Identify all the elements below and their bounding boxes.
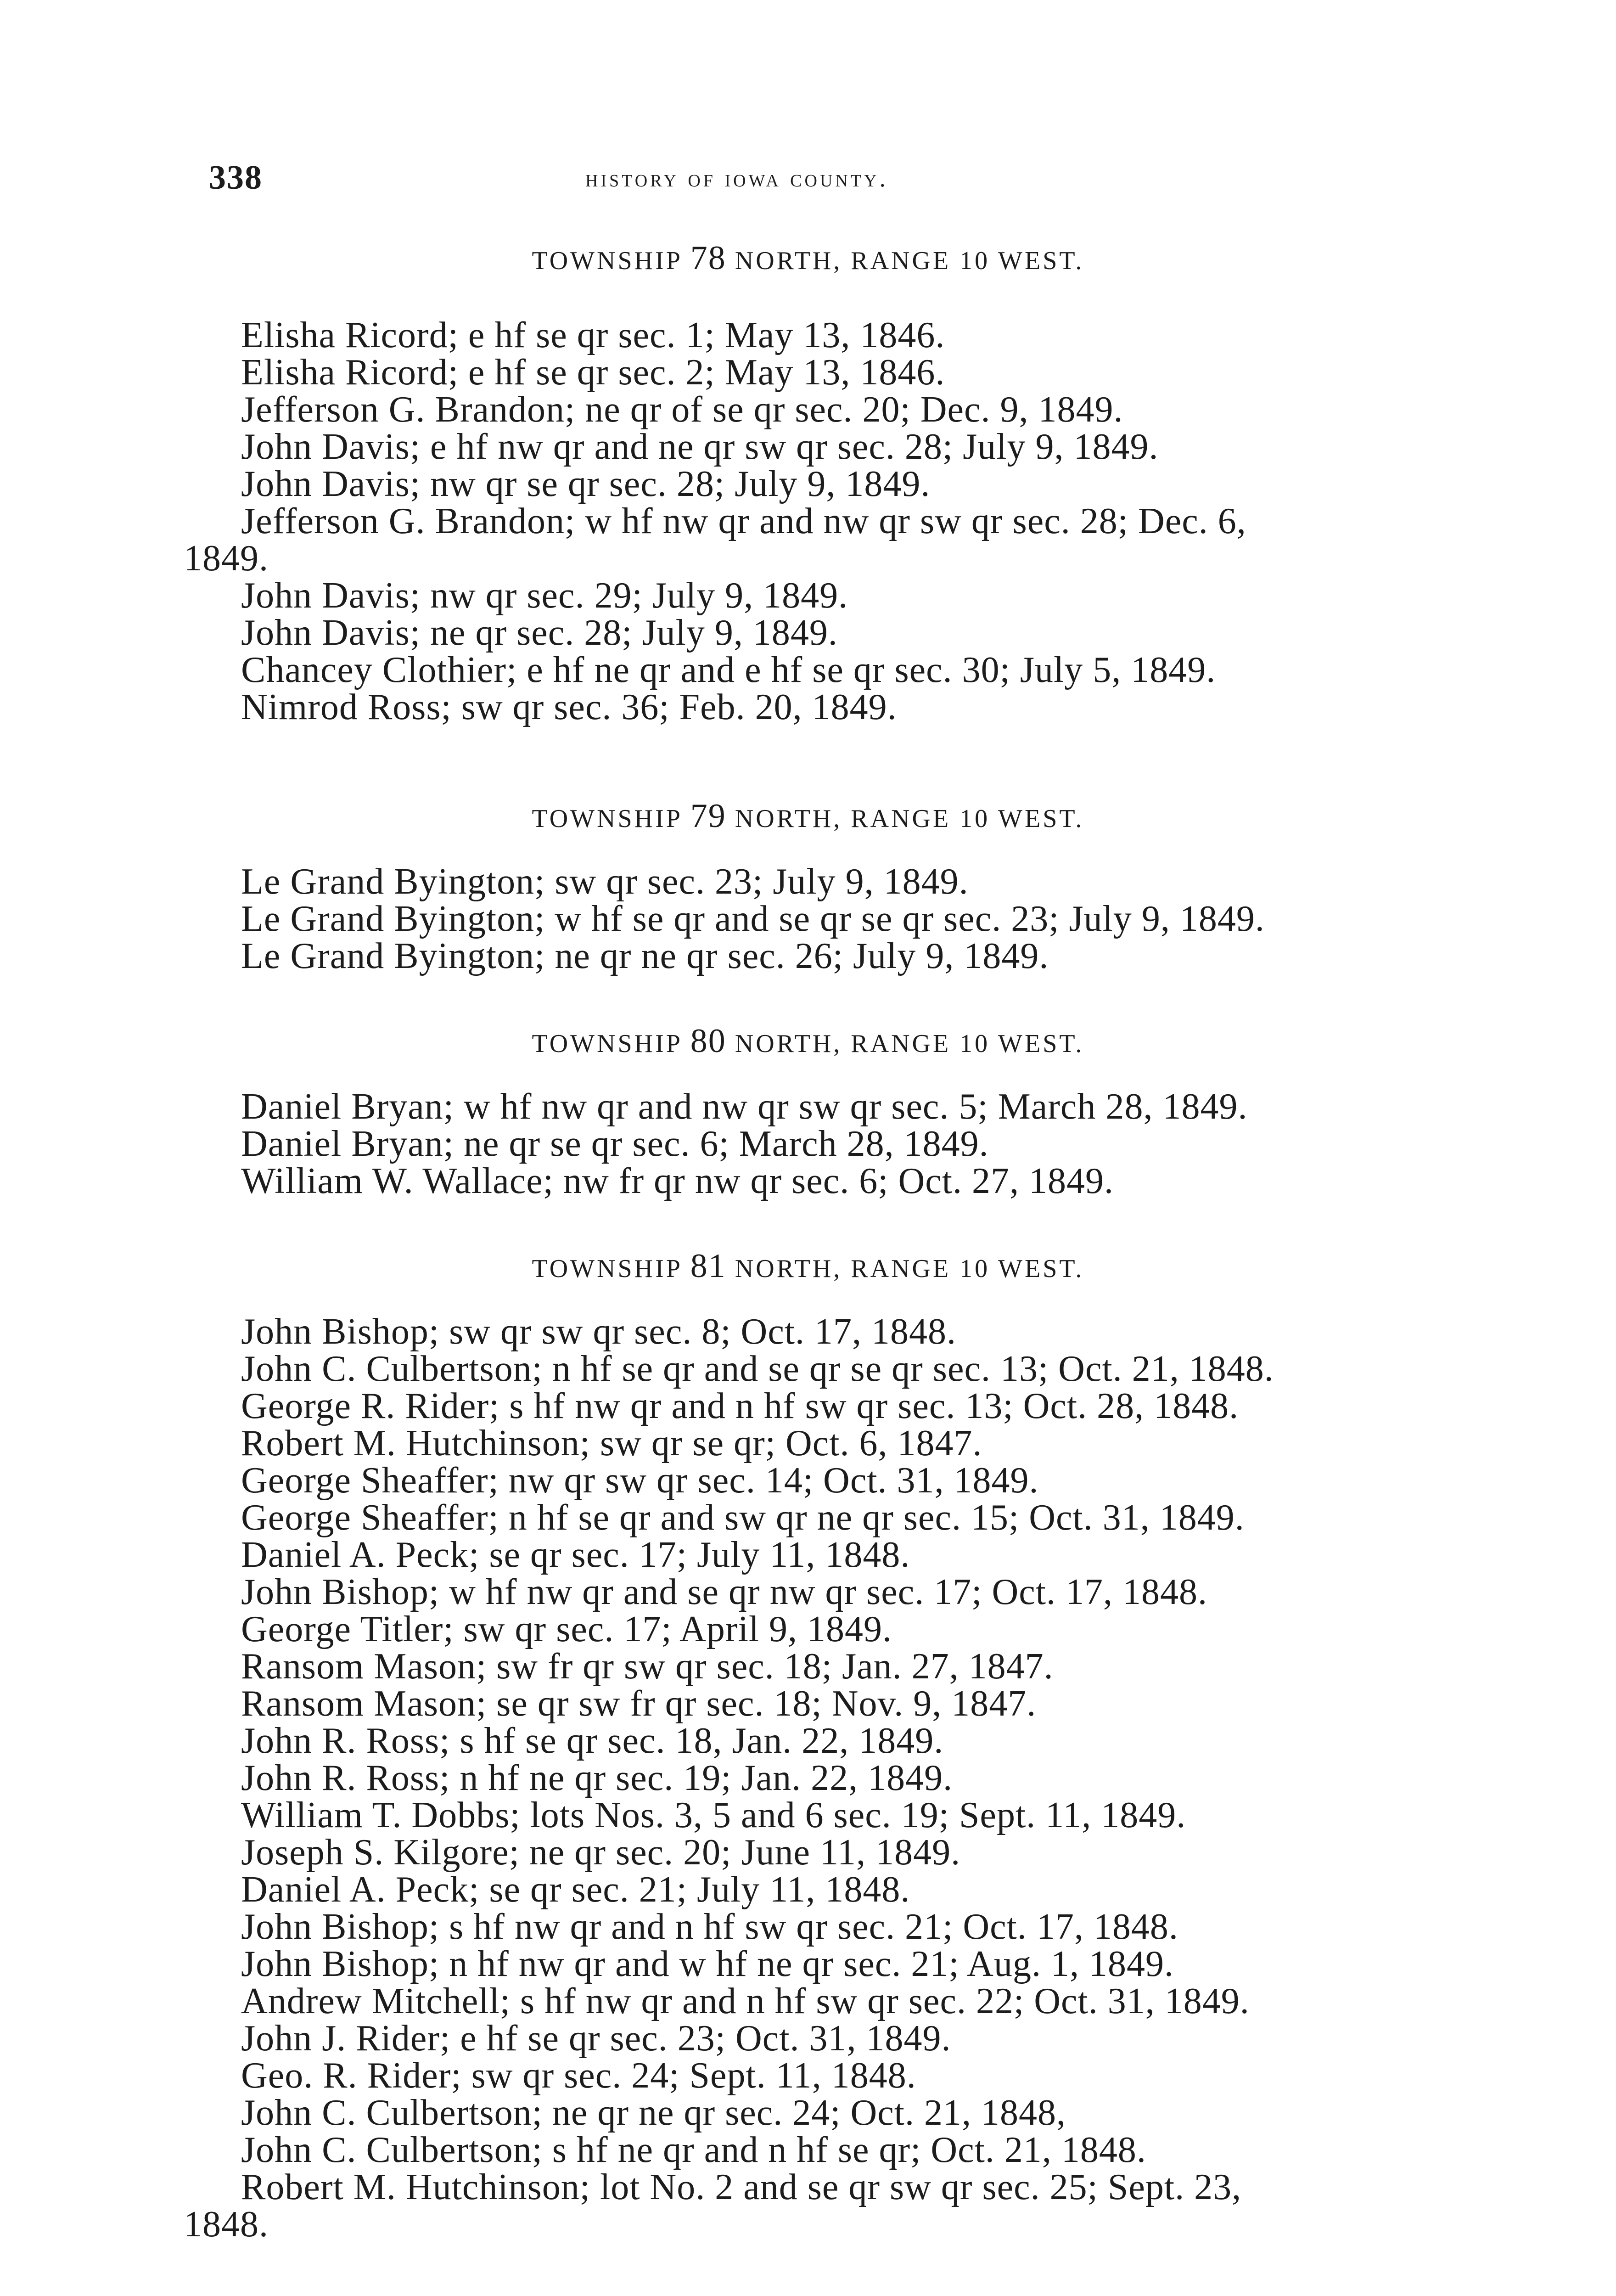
land-entry-continuation: 1849. [184, 538, 269, 579]
land-entry: George Sheaffer; nw qr sw qr sec. 14; Oct. 31, 1849. [241, 1460, 1039, 1501]
heading-suffix: NORTH, RANGE 10 WEST. [735, 805, 1084, 833]
land-entry: Chancey Clothier; e hf ne qr and e hf se qr sec. 30; July 5, 1849. [241, 650, 1216, 690]
land-entry: Nimrod Ross; sw qr sec. 36; Feb. 20, 1849. [241, 687, 897, 727]
entries-township-80 [0, 1088, 1616, 1200]
township-number: 78 [690, 239, 726, 277]
heading-prefix: TOWNSHIP [532, 1255, 682, 1283]
land-entry: John C. Culbertson; s hf ne qr and n hf se qr; Oct. 21, 1848. [241, 2130, 1146, 2170]
land-entry: John R. Ross; n hf ne qr sec. 19; Jan. 22, 1849. [241, 1758, 953, 1798]
land-entry: John Bishop; sw qr sw qr sec. 8; Oct. 17, 1848. [241, 1311, 957, 1352]
land-entry: George Sheaffer; n hf se qr and sw qr ne qr sec. 15; Oct. 31, 1849. [241, 1497, 1245, 1538]
land-entry: Daniel A. Peck; se qr sec. 21; July 11, 1848. [241, 1869, 910, 1910]
land-entry: William T. Dobbs; lots Nos. 3, 5 and 6 sec. 19; Sept. 11, 1849. [241, 1795, 1186, 1835]
land-entry: Le Grand Byington; ne qr ne qr sec. 26; July 9, 1849. [241, 936, 1049, 976]
land-entry: Le Grand Byington; w hf se qr and se qr se qr sec. 23; July 9, 1849. [241, 899, 1265, 939]
land-entry: Ransom Mason; se qr sw fr qr sec. 18; Nov. 9, 1847. [241, 1683, 1037, 1724]
township-number: 81 [690, 1247, 726, 1285]
entries-township-79 [0, 863, 1616, 975]
township-number: 80 [690, 1022, 726, 1060]
land-entry-continuation: 1848. [184, 2204, 269, 2245]
land-entry [184, 501, 1490, 579]
land-entry-line: Jefferson G. Brandon; w hf nw qr and nw qr sw qr sec. 28; Dec. 6, [241, 501, 1246, 541]
land-entry: Elisha Ricord; e hf se qr sec. 1; May 13, 1846. [241, 315, 945, 355]
section-heading-township-79 [0, 797, 1616, 836]
land-entry: Le Grand Byington; sw qr sec. 23; July 9, 1849. [241, 861, 969, 902]
heading-suffix: NORTH, RANGE 10 WEST. [735, 1255, 1084, 1283]
land-entry: Elisha Ricord; e hf se qr sec. 2; May 13, 1846. [241, 352, 945, 393]
entries-township-81 [0, 1313, 1616, 2243]
land-entry: Daniel A. Peck; se qr sec. 17; July 11, 1848. [241, 1535, 910, 1575]
land-entry: John Bishop; s hf nw qr and n hf sw qr sec. 21; Oct. 17, 1848. [241, 1907, 1178, 1947]
section-heading-township-78 [0, 239, 1616, 278]
land-entry: John Bishop; n hf nw qr and w hf ne qr sec. 21; Aug. 1, 1849. [241, 1944, 1174, 1984]
land-entry: John C. Culbertson; n hf se qr and se qr se qr sec. 13; Oct. 21, 1848. [241, 1349, 1274, 1389]
land-entry [184, 2167, 1490, 2245]
land-entry: Geo. R. Rider; sw qr sec. 24; Sept. 11, 1848. [241, 2055, 916, 2096]
township-number: 79 [690, 797, 726, 835]
land-entry: John Davis; e hf nw qr and ne qr sw qr sec. 28; July 9, 1849. [241, 427, 1159, 467]
land-entry: Joseph S. Kilgore; ne qr sec. 20; June 11, 1849. [241, 1832, 961, 1873]
land-entry: John J. Rider; e hf se qr sec. 23; Oct. 31, 1849. [241, 2018, 951, 2059]
land-entry: Jefferson G. Brandon; ne qr of se qr sec. 20; Dec. 9, 1849. [241, 389, 1123, 430]
land-entry: Daniel Bryan; ne qr se qr sec. 6; March 28, 1849. [241, 1124, 989, 1164]
land-entry: Daniel Bryan; w hf nw qr and nw qr sw qr sec. 5; March 28, 1849. [241, 1086, 1248, 1127]
land-entry: John Bishop; w hf nw qr and se qr nw qr sec. 17; Oct. 17, 1848. [241, 1572, 1207, 1612]
entries-township-78 [0, 317, 1616, 726]
land-entry: John R. Ross; s hf se qr sec. 18, Jan. 22, 1849. [241, 1721, 944, 1761]
section-heading-township-80 [0, 1022, 1616, 1061]
section-heading-township-81 [0, 1247, 1616, 1286]
land-entry: Robert M. Hutchinson; sw qr se qr; Oct. 6, 1847. [241, 1423, 982, 1463]
running-head [209, 158, 1494, 200]
heading-prefix: TOWNSHIP [532, 247, 682, 275]
land-entry: Ransom Mason; sw fr qr sw qr sec. 18; Jan. 27, 1847. [241, 1646, 1054, 1687]
land-entry: John C. Culbertson; ne qr ne qr sec. 24; Oct. 21, 1848, [241, 2093, 1066, 2133]
page-number: 338 [209, 159, 263, 197]
running-title: history of iowa county. [585, 164, 888, 192]
heading-prefix: TOWNSHIP [532, 1030, 682, 1058]
heading-prefix: TOWNSHIP [532, 805, 682, 833]
heading-suffix: NORTH, RANGE 10 WEST. [735, 247, 1084, 275]
land-entry: George Titler; sw qr sec. 17; April 9, 1849. [241, 1609, 892, 1649]
land-entry: John Davis; nw qr se qr sec. 28; July 9, 1849. [241, 464, 931, 504]
land-entry: John Davis; nw qr sec. 29; July 9, 1849. [241, 575, 848, 616]
land-entry: George R. Rider; s hf nw qr and n hf sw qr sec. 13; Oct. 28, 1848. [241, 1386, 1239, 1426]
land-entry: Andrew Mitchell; s hf nw qr and n hf sw qr sec. 22; Oct. 31, 1849. [241, 1981, 1250, 2021]
land-entry-line: Robert M. Hutchinson; lot No. 2 and se qr sw qr sec. 25; Sept. 23, [241, 2167, 1242, 2207]
land-entry: William W. Wallace; nw fr qr nw qr sec. 6; Oct. 27, 1849. [241, 1161, 1114, 1201]
heading-suffix: NORTH, RANGE 10 WEST. [735, 1030, 1084, 1058]
land-entry: John Davis; ne qr sec. 28; July 9, 1849. [241, 613, 838, 653]
